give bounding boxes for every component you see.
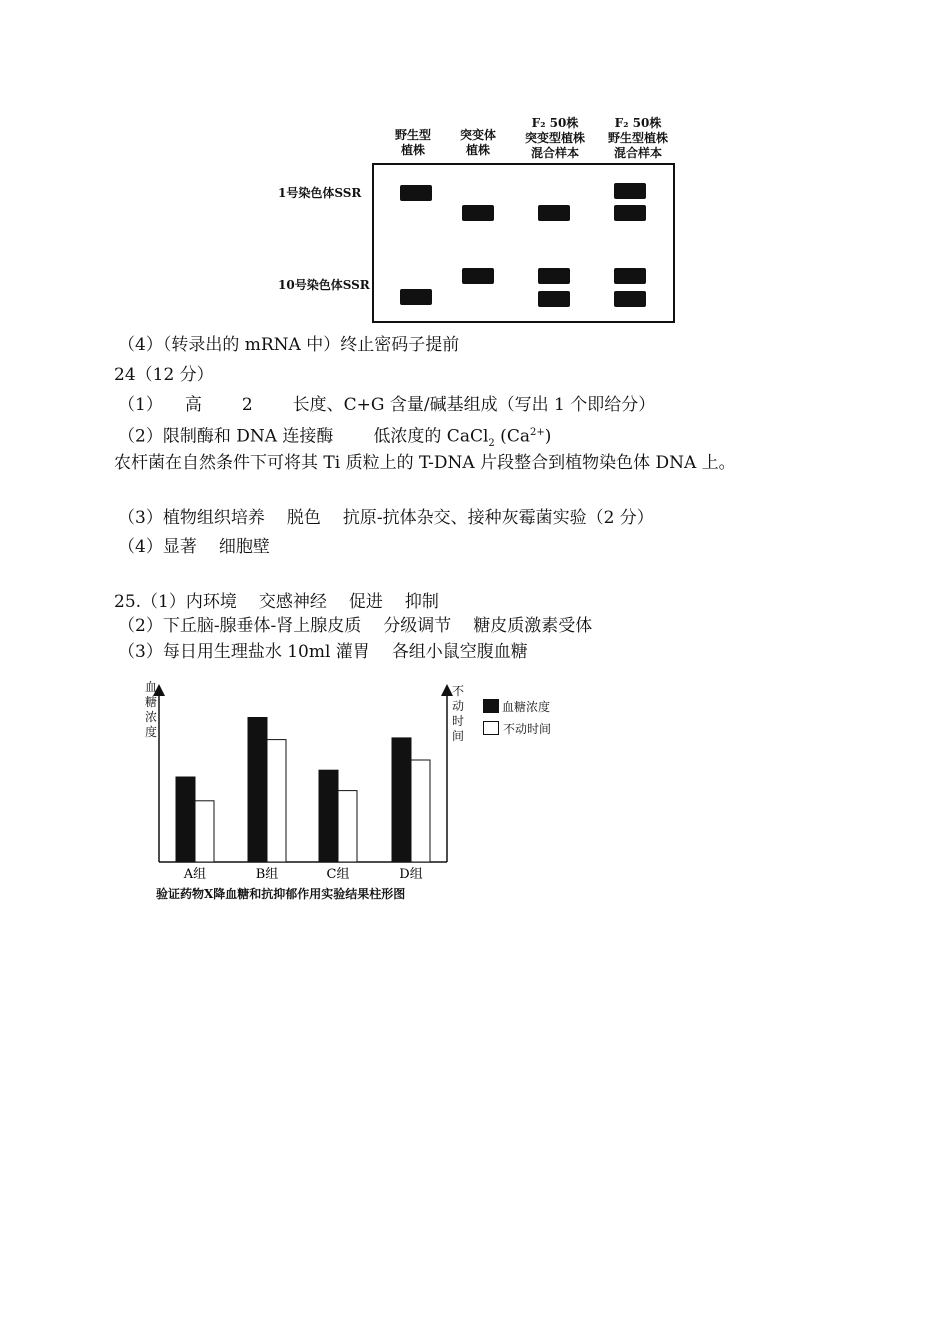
legend-swatch-black — [483, 699, 499, 713]
q24-2-b: 低浓度的 CaCl — [373, 426, 489, 447]
bar-blood-sugar-1 — [248, 718, 267, 863]
gel-header-line: 野生型 — [394, 128, 431, 142]
x-tick-label: D组 — [399, 867, 423, 882]
bar-chart — [0, 670, 950, 910]
bar-blood-sugar-3 — [392, 738, 411, 862]
gel-row2-label: 10号染色体SSR — [278, 278, 370, 292]
q24-3-a: （3）植物组织培养 — [118, 508, 265, 528]
bar-blood-sugar-0 — [176, 777, 195, 862]
gel-header-line: 混合样本 — [613, 146, 662, 160]
x-tick-label: B组 — [255, 867, 279, 882]
q24-4-answer — [118, 536, 270, 558]
gel-header-f2-mutant — [510, 116, 600, 161]
q25-1-a: 25.（1）内环境 — [114, 592, 237, 612]
gel-band — [614, 205, 646, 221]
legend-item-immobile-time — [483, 719, 551, 737]
gel-band — [400, 289, 432, 305]
bar-blood-sugar-2 — [319, 770, 338, 862]
q24-3-b: 脱色 — [286, 508, 321, 528]
q25-3-b: 各组小鼠空腹血糖 — [391, 642, 528, 662]
gel-band — [538, 268, 570, 284]
q25-3-a: （3）每日用生理盐水 10ml 灌胃 — [118, 642, 370, 662]
gel-band — [614, 183, 646, 199]
q24-4-a: （4）显著 — [118, 537, 197, 557]
gel-header-f2-wild — [593, 116, 683, 161]
gel-header-line: 混合样本 — [530, 146, 579, 160]
gel-band — [462, 205, 494, 221]
q25-1-c: 促进 — [348, 592, 383, 612]
q24-1-answer — [118, 394, 655, 416]
q24-2-a: （2）限制酶和 DNA 连接酶 — [118, 426, 334, 447]
gel-header-line: 突变体 — [459, 128, 496, 142]
q25-2-a: （2）下丘脑-腺垂体-肾上腺皮质 — [118, 616, 362, 636]
legend-label: 不动时间 — [503, 721, 552, 736]
q25-2-c: 糖皮质激素受体 — [473, 616, 593, 636]
q25-1-answer — [114, 591, 439, 613]
q23-4-answer: （4）（转录出的 mRNA 中）终止密码子提前 — [118, 335, 460, 355]
q24-3-answer — [118, 507, 654, 529]
bar-immobile-time-0 — [195, 801, 214, 862]
q25-2-b: 分级调节 — [383, 616, 452, 636]
bar-immobile-time-3 — [411, 760, 430, 862]
q25-1-d: 抑制 — [404, 592, 439, 612]
q24-2-mid: (Ca — [494, 426, 530, 447]
chart-ylabel-left: 血糖浓度 — [144, 680, 157, 739]
q24-3-c: 抗原-抗体杂交、接种灰霉菌实验（2 分） — [342, 508, 654, 528]
gel-row1-label: 1号染色体SSR — [278, 186, 362, 200]
chart-title: 验证药物X降血糖和抗抑郁作用实验结果柱形图 — [156, 887, 406, 901]
chart-legend — [483, 697, 551, 737]
q25-2-answer — [118, 615, 592, 637]
bar-immobile-time-1 — [267, 740, 286, 862]
gel-band — [614, 268, 646, 284]
q24-4-b: 细胞壁 — [218, 537, 270, 557]
gel-header-line: 野生型植株 — [607, 131, 668, 145]
gel-band — [462, 268, 494, 284]
q24-2-sup: 2+ — [529, 427, 545, 438]
q24-1-c: 长度、C+G 含量/碱基组成（写出 1 个即给分） — [292, 395, 656, 415]
q24-2-answer — [118, 422, 551, 455]
q25-1-b: 交感神经 — [258, 592, 327, 612]
q25-3-answer — [118, 641, 528, 663]
bar-immobile-time-2 — [338, 791, 357, 862]
x-tick-label: A组 — [183, 867, 207, 882]
q24-2-note: 农杆菌在自然条件下可将其 Ti 质粒上的 T-DNA 片段整合到植物染色体 DNA 上。 — [114, 453, 736, 473]
gel-box — [372, 163, 675, 323]
q24-1-b: 2 — [241, 395, 253, 415]
q24-2-sub: 2 — [488, 438, 495, 450]
gel-header-line: 植株 — [465, 143, 490, 157]
gel-header-line: F₂ 50株 — [614, 116, 662, 130]
gel-band — [614, 291, 646, 307]
gel-band — [538, 291, 570, 307]
gel-header-line: 植株 — [400, 143, 425, 157]
gel-header-line: F₂ 50株 — [531, 116, 579, 130]
gel-band — [400, 185, 432, 201]
x-tick-label: C组 — [326, 867, 350, 882]
legend-swatch-white — [483, 721, 499, 735]
q24-2-end: ) — [544, 426, 552, 447]
gel-header-line: 突变型植株 — [524, 131, 585, 145]
chart-ylabel-right: 不动时间 — [451, 684, 464, 743]
gel-band — [538, 205, 570, 221]
q24-1-a: 高 — [184, 395, 202, 415]
q24-title: 24（12 分） — [114, 365, 214, 385]
legend-label: 血糖浓度 — [502, 699, 551, 714]
q24-1-num: （1） — [118, 395, 163, 415]
legend-item-blood-sugar — [483, 697, 551, 715]
